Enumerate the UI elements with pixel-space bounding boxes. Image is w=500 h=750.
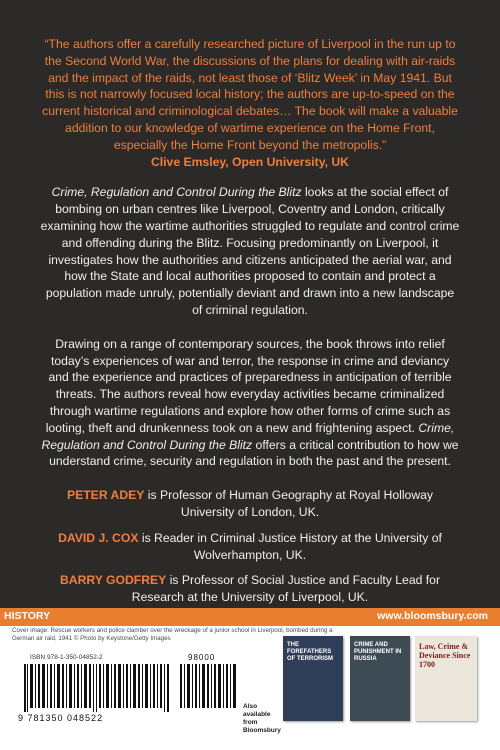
cover-image-caption: Cover image: Rescue workers and police clamber over the wreckage of a junior school in Liverpool, bombed during a German air raid, 1941 © Photo by Keystone/Getty Images <box>12 627 333 642</box>
author-bio <box>40 487 460 521</box>
author-name: PETER ADEY <box>66 488 145 503</box>
description-paragraph-1 <box>40 184 460 318</box>
publisher-website: www.bloomsbury.com <box>377 610 488 622</box>
description-paragraph-2 <box>40 336 460 470</box>
category-label: HISTORY <box>4 610 51 622</box>
related-book-cover <box>350 636 410 721</box>
author-bio <box>40 530 460 564</box>
back-cover-text <box>40 36 460 615</box>
book-title-italic-2: Crime, Regulation and Control During the Blitz <box>41 420 455 452</box>
related-book-cover <box>283 636 343 721</box>
category-strip <box>0 608 500 626</box>
related-book-cover <box>415 636 477 721</box>
review-attribution: Clive Emsley, Open University, UK <box>150 154 349 169</box>
author-bio-text: is Reader in Criminal Justice History at the University of Wolverhampton, UK. <box>138 530 442 562</box>
price-code: 98000 <box>188 653 216 662</box>
also-available-label: Also available from Bloomsbury <box>243 703 281 734</box>
price-barcode <box>178 664 238 708</box>
description-text-2b: offers a critical contribution to how we understand crime, security and regulation in both the past and the present. <box>49 437 459 469</box>
isbn-barcode <box>22 664 172 712</box>
author-bio <box>40 572 460 606</box>
author-bio-text: is Professor of Social Justice and Faculty Lead for Research at the University of Liverpool, UK. <box>131 573 440 605</box>
review-quote: “The authors offer a carefully researched picture of Liverpool in the run up to the Second World War, the discussions of the plans for dealing with air-raids and the impact of the raids, not least those of ‘Blitz Week’ in May 1941. But this is not narrowly focused local history; the authors are up-to-speed on the current historical and criminological debates… The book will make a valuable addition to our knowledge of wartime experience on the Home Front, especially the Home Front beyond the metropolis.” <box>42 37 458 152</box>
related-book-title: CRIME AND PUNISHMENT IN RUSSIA <box>354 642 402 662</box>
description-text-1: looks at the social effect of bombing on urban centres like Liverpool, Coventry and London, critically examining how the wartime authorities struggled to regulate and control crime and offending during the Blitz. Focusing predominantly on Liverpool, it investigates how the authorities and citizens anticipated the aerial war, and how the State and local authorities proposed to contain and protect a population made unruly, potentially deviant and drawn into a new landscape of criminal regulation. <box>40 185 460 317</box>
description-text-2a: Drawing on a range of contemporary sources, the book throws into relief today’s experiences of war and terror, the response in crime and deviancy and the experience and practices of preparedness in anticipation of terrible threats. The authors reveal how everyday activities became criminalized through wartime regulations and explore how other forms of crime such as looting, theft and drunkenness took on a new and frightening aspect. <box>45 336 452 435</box>
author-bio-text: is Professor of Human Geography at Royal Holloway University of London, UK. <box>144 488 433 519</box>
isbn-label: ISBN 978-1-350-04852-2 <box>30 654 103 661</box>
book-title-italic: Crime, Regulation and Control During the Blitz <box>51 185 302 200</box>
author-name: BARRY GODFREY <box>60 573 167 588</box>
related-book-title: THE FOREFATHERS OF TERRORISM <box>287 642 333 662</box>
barcode-number: 9 781350 048522 <box>18 713 104 723</box>
related-book-title: Law, Crime & Deviance Since 1700 <box>419 642 471 669</box>
author-name: DAVID J. COX <box>58 530 139 545</box>
